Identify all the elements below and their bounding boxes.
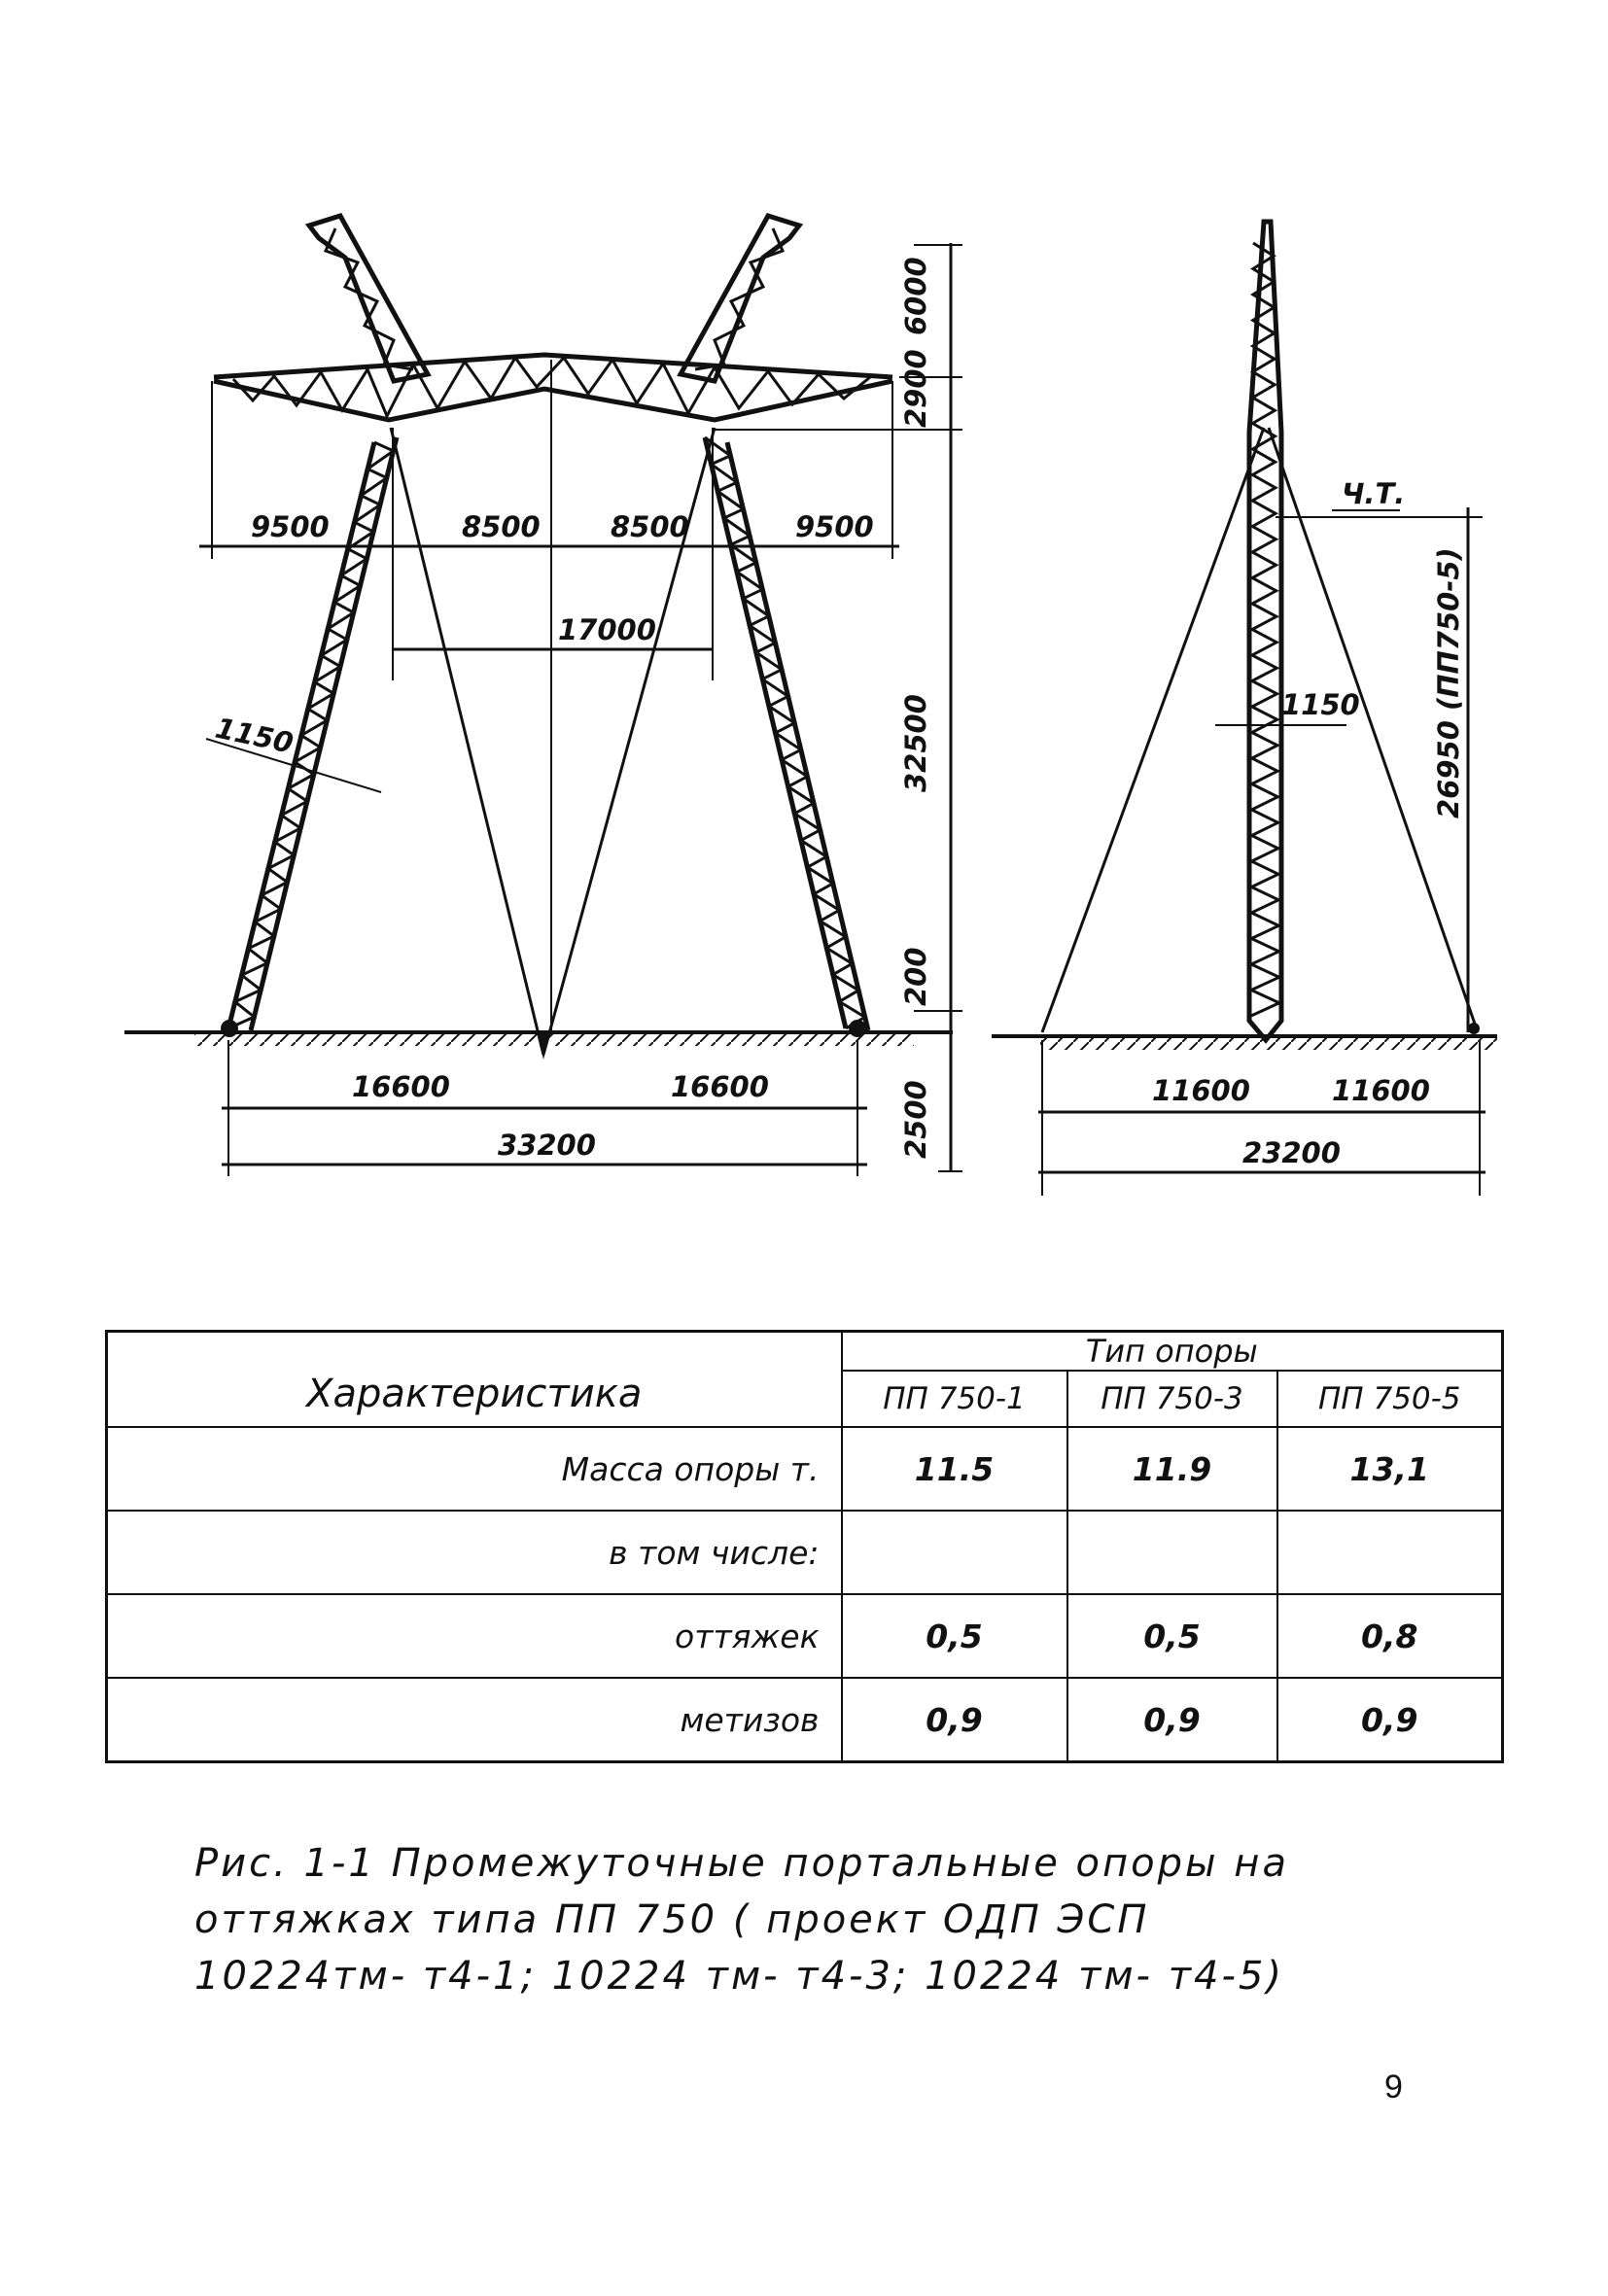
header-type-3: ПП 750-5 bbox=[1277, 1371, 1503, 1427]
dim-inner-right: 8500 bbox=[611, 510, 689, 543]
dim-arm-left: 9500 bbox=[251, 510, 330, 543]
dim-arm-right: 9500 bbox=[795, 510, 874, 543]
dim-traverse-height: 2900 bbox=[899, 349, 932, 428]
front-top-dimension bbox=[199, 360, 899, 1030]
row-value: 0,9 bbox=[1277, 1678, 1503, 1762]
row-value bbox=[1277, 1511, 1503, 1594]
row-value: 0,5 bbox=[842, 1594, 1067, 1678]
header-characteristic: Характеристика bbox=[107, 1332, 842, 1428]
side-view bbox=[992, 222, 1497, 1196]
row-value: 13,1 bbox=[1277, 1427, 1503, 1511]
dim-mark: Ч.Т. bbox=[1342, 477, 1406, 510]
page-number: 9 bbox=[1384, 2069, 1403, 2105]
front-leg-width-callout bbox=[206, 712, 381, 792]
stay-anchor-right bbox=[1468, 1023, 1480, 1034]
row-label: в том числе: bbox=[107, 1511, 842, 1594]
dim-below-ground: 2500 bbox=[899, 1080, 932, 1159]
header-type-group: Тип опоры bbox=[842, 1332, 1503, 1372]
header-type-1: ПП 750-1 bbox=[842, 1371, 1067, 1427]
left-base-hinge bbox=[221, 1020, 238, 1037]
caption-line-3: 10224тм- т4-1; 10224 тм- т4-3; 10224 тм- т4-5) bbox=[194, 1954, 1284, 1999]
row-value bbox=[842, 1511, 1067, 1594]
dim-base-left: 16600 bbox=[352, 1070, 450, 1103]
dim-base-right: 16600 bbox=[671, 1070, 769, 1103]
dim-mast-width: 1150 bbox=[1281, 688, 1360, 721]
dim-leg-width: 1150 bbox=[212, 711, 297, 760]
dim-base-height: 200 bbox=[899, 947, 932, 1006]
row-value: 11.5 bbox=[842, 1427, 1067, 1511]
specification-table bbox=[105, 1330, 1504, 1763]
left-top-arm bbox=[309, 216, 428, 381]
dim-side-base-total: 23200 bbox=[1242, 1136, 1341, 1169]
row-value: 0,8 bbox=[1277, 1594, 1503, 1678]
right-top-arm bbox=[681, 216, 799, 381]
dim-side-base-right: 11600 bbox=[1332, 1074, 1430, 1107]
mast bbox=[1249, 222, 1281, 1040]
row-value: 0,9 bbox=[1067, 1678, 1277, 1762]
row-value: 0,5 bbox=[1067, 1594, 1277, 1678]
dim-side-base-left: 11600 bbox=[1152, 1074, 1250, 1107]
front-view bbox=[124, 216, 962, 1176]
dim-stay-height: 26950 (ПП750-5) bbox=[1432, 547, 1465, 818]
side-ground bbox=[992, 1036, 1497, 1050]
dim-between-legs: 17000 bbox=[558, 613, 656, 646]
dim-top-height: 6000 bbox=[899, 257, 932, 335]
dim-inner-left: 8500 bbox=[462, 510, 541, 543]
side-mast-width-callout bbox=[1215, 688, 1360, 725]
traverse bbox=[214, 355, 892, 420]
figure-caption bbox=[194, 1835, 1478, 2004]
table-row bbox=[107, 1678, 1503, 1762]
caption-line-1: Рис. 1-1 Промежуточные портальные опоры на bbox=[194, 1841, 1289, 1886]
table-row bbox=[107, 1594, 1503, 1678]
dim-main-height: 32500 bbox=[899, 694, 932, 792]
row-value: 11.9 bbox=[1067, 1427, 1277, 1511]
row-label: Масса опоры т. bbox=[107, 1427, 842, 1511]
dim-base-total: 33200 bbox=[498, 1129, 596, 1162]
side-base-dimensions bbox=[1038, 1040, 1486, 1196]
table-row bbox=[107, 1427, 1503, 1511]
table-header-row-1 bbox=[107, 1332, 1503, 1372]
row-label: оттяжек bbox=[107, 1594, 842, 1678]
side-height-dimension bbox=[1276, 477, 1483, 1032]
header-type-2: ПП 750-3 bbox=[1067, 1371, 1277, 1427]
row-value bbox=[1067, 1511, 1277, 1594]
right-base-hinge bbox=[849, 1020, 866, 1037]
front-base-dimensions bbox=[222, 1040, 867, 1176]
caption-line-2: оттяжках типа ПП 750 ( проект ОДП ЭСП bbox=[194, 1897, 1150, 1942]
row-value: 0,9 bbox=[842, 1678, 1067, 1762]
table-row bbox=[107, 1511, 1503, 1594]
row-label: метизов bbox=[107, 1678, 842, 1762]
